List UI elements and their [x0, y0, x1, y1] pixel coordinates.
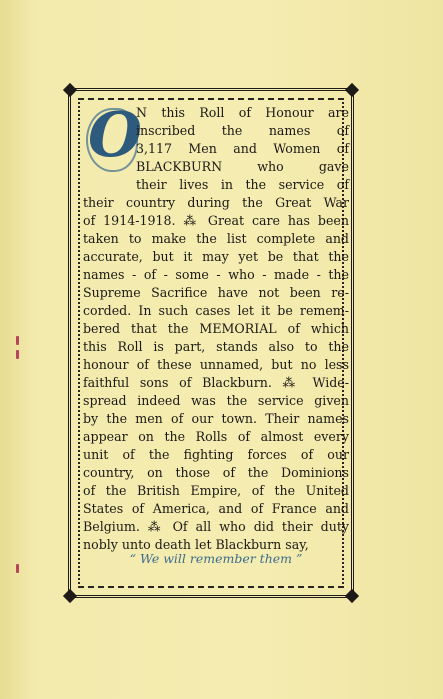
- text-line: faithful sons of Blackburn. ⁂ Wide-: [83, 375, 349, 390]
- text-line: bered that the MEMORIAL of which: [83, 321, 349, 336]
- text-line: taken to make the list complete and: [83, 231, 349, 246]
- text-line: appear on the Rolls of almost every: [83, 429, 349, 444]
- text-line: their country during the Great War: [83, 195, 349, 210]
- text-line: accurate, but it may yet be that the: [83, 249, 349, 264]
- text-line: by the men of our town. Their names: [83, 411, 349, 426]
- text-line: BLACKBURN who gave: [136, 159, 349, 174]
- text-line: Belgium. ⁂ Of all who did their duty: [83, 519, 349, 534]
- text-line: this Roll is part, stands also to the: [83, 339, 349, 354]
- text-line: Supreme Sacrifice have not been re-: [83, 285, 349, 300]
- text-line: N this Roll of Honour are: [136, 105, 349, 120]
- text-line: corded. In such cases let it be remem-: [83, 303, 349, 318]
- text-line: of the British Empire, of the United: [83, 483, 349, 498]
- text-line: of 1914-1918. ⁂ Great care has been: [83, 213, 349, 228]
- text-line: spread indeed was the service given: [83, 393, 349, 408]
- text-line: their lives in the service of: [136, 177, 349, 192]
- closing-quotation: “ We will remember them ”: [129, 551, 303, 566]
- binding-thread-mark: [16, 350, 19, 359]
- text-line: States of America, and of France and: [83, 501, 349, 516]
- illuminated-initial: O: [88, 98, 143, 171]
- binding-thread-mark: [16, 564, 19, 573]
- text-line: unit of the fighting forces of our: [83, 447, 349, 462]
- binding-thread-mark: [16, 336, 19, 345]
- text-line: inscribed the names of: [136, 123, 349, 138]
- text-line: honour of these unnamed, but no less: [83, 357, 349, 372]
- text-line: country, on those of the Dominions: [83, 465, 349, 480]
- text-line: names - of - some - who - made - the: [83, 267, 349, 282]
- text-line: 3,117 Men and Women of: [136, 141, 349, 156]
- text-line: nobly unto death let Blackburn say,: [83, 537, 309, 552]
